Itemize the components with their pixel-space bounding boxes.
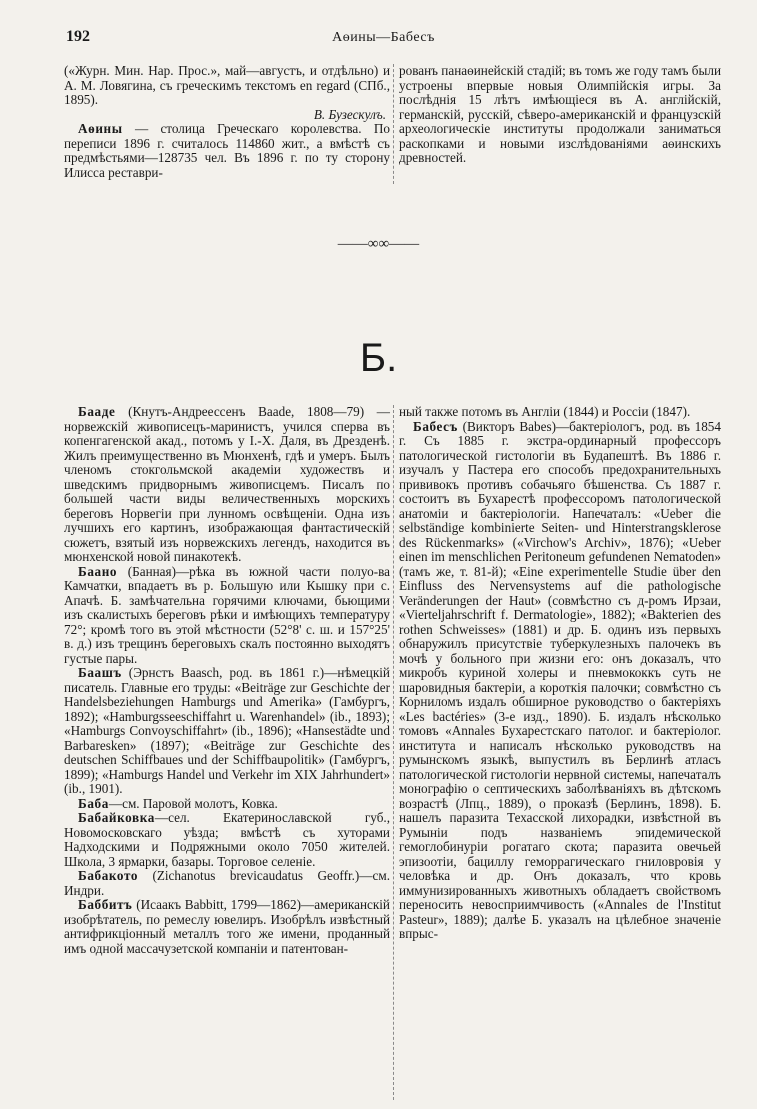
athens-entry-continued: рованъ панаѳинейскій стадій; въ томъ же году тамъ были устроены впервые новыя Олимпійскія игры. За послѣднія 15 лѣтъ имѣющіеся въ А. англійскій, германскій, русскій, сѣверо-американскій и французскій археологическіе институты продолжали заниматься раскопками и новыми изслѣдованіями аѳинскихъ древностей. <box>399 63 721 165</box>
entry-text: —см. Паровой молотъ, Ковка. <box>108 795 278 811</box>
page-header <box>66 28 701 50</box>
entry-baba <box>64 797 390 812</box>
athens-reference-text: («Журн. Мин. Нар. Прос.», май—августъ, и отдѣльно) и А. М. Ловягина, съ греческимъ текстомъ en regard (СПб., 1895). <box>64 63 390 107</box>
entry-headword: Бабесъ <box>413 418 458 434</box>
entry-babes <box>399 420 721 942</box>
entry-baano <box>64 565 390 667</box>
entry-headword: Баба <box>78 795 109 811</box>
section-ornament: ——∞∞—— <box>337 236 420 252</box>
right-column <box>399 405 721 942</box>
page-number: 192 <box>66 28 90 45</box>
entry-baade <box>64 405 390 565</box>
entry-baasch <box>64 666 390 797</box>
top-right-column <box>399 64 721 166</box>
column-divider-top <box>393 64 394 184</box>
entry-text: —сел. Екатеринославской губ., Новомосковскаго уѣзда; вмѣстѣ съ хуторами Надходскими и Подряжными около 7050 жителей. Школа, 3 ярмарки, базары. Торговое селеніе. <box>64 810 390 869</box>
top-left-column <box>64 64 390 180</box>
running-title: Аѳины—Бабесъ <box>332 30 435 45</box>
entry-text: (Банная)—рѣка въ южной части полуо-ва Камчатки, впадаетъ въ р. Большую или Кышку при с. Апачѣ. Б. замѣчательна горячими ключами, бьющими изъ скалистыхъ береговъ рѣки и имѣющихъ температуру 72°; кромѣ того въ этой мѣстности (52°8' с. ш. и 157°25' в. д.) изъ трещинъ береговыхъ скалъ постоянно выходятъ густые пары. <box>64 563 390 666</box>
section-letter: Б. <box>359 336 398 380</box>
athens-headword: Аѳины <box>78 121 123 136</box>
entry-headword: Бабайковка <box>78 810 155 825</box>
entry-text: ный также потомъ въ Англіи (1844) и Россіи (1847). <box>399 404 691 419</box>
entry-headword: Бааде <box>78 404 116 419</box>
athens-entry-text: — столица Греческаго королевства. По переписи 1896 г. считалось 114860 жит., а вмѣстѣ съ предмѣстьями—128735 чел. Въ 1896 г. по ту сторону Илисса реставри- <box>64 121 390 180</box>
athens-entry <box>64 122 390 180</box>
left-column <box>64 405 390 956</box>
author-signature: В. Бузескулъ. <box>313 106 386 122</box>
entry-babakoto <box>64 869 390 898</box>
column-divider-bottom <box>393 405 394 1100</box>
entry-headword: Бабакото <box>78 868 139 883</box>
entry-text: (Викторъ Babes)—бактеріологъ, род. въ 1854 г. Съ 1885 г. экстра-ординарный профессоръ патологической гистологіи въ Будапештѣ. Въ 1886 г. изучалъ у Пастера его способъ предохранительныхъ прививокъ противъ собачьяго бѣшенства. Съ 1887 г. состоитъ въ Бухарестѣ профессоромъ патологической анатоміи и бактеріологіи. Напечаталъ: «Ueber die selbständige kombinierte Seiten- und Hinterstrangsklerose des Rückenmarks» («Virchow's Archiv», 1876); «Ueber einen im menschlichen Peritoneum gefundenen Nematoden» (тамъ же, т. 81-й); «Eine experimentelle Studie über den Einfluss des Nervensystems auf die pathologische Veränderungen der Haut» (совмѣстно съ д-ромъ Ирзаи, «Vierteljahrschrift f. Dermatologie», 1882); «Bakterien des rothen Schweisses» (1881) и др. Б. одинъ изъ первыхъ обнаружилъ присутствіе туберкулезныхъ палочекъ въ мочѣ у больного при жизни его: онъ доказалъ, что микробъ куриной холеры и пневмококкъ суть не шаровидныя бактеріи, а короткія палочки; совмѣстно съ Корниломъ издалъ обширное руководство о бактеріяхъ «Les bactéries» (3-е изд., 1890). Б. издалъ нѣсколько томовъ «Annales Бухарестскаго патолог. и бактеріолог. института и написалъ нѣсколько руководствъ на румынскомъ языкѣ, выпустилъ въ Берлинѣ атласъ патологической гистологіи нервной системы, напечаталъ монографію о септическихъ заболѣваніяхъ въ дѣтскомъ возрастѣ (Лпц., 1889), о проказѣ (Берлинъ, 1898). Б. нашелъ паразита Техасской лихорадки, извѣстной въ Румыніи подъ названіемъ эпидемической гемоглобинуріи рогатаго скота; паразита овечьей эпизоотіи, бациллу геморрагическаго гниловровія у человѣка и др. Онъ доказалъ, что кровь иммунизированныхъ животныхъ обладаетъ свойствомъ переносить невосприимчивость («Annales de l'Institut Pasteur», 1889); далѣе Б. указалъ на цѣлебное значеніе впрыс- <box>399 418 721 941</box>
entry-text: (Эрнстъ Baasch, род. въ 1861 г.)—нѣмецкій писатель. Главные его труды: «Beiträge zur Geschichte der Handelsbeziehungen Hamburgs und Amerika» (Гамбургъ, 1892); «Hamburgsseeschiffahrt u. Warenhandel» (ib., 1893); «Hamburgs Convoyschiffahrt» (ib., 1896); «Hansestädte und Barbaresken» (1897); «Beiträge zur Geschichte des deutschen Schiffbaues und der Schiffbaupolitik» (Гамбургъ, 1899); «Hamburgs Handel und Verkehr im XIX Jahrhundert» (ib., 1901). <box>64 665 390 796</box>
entry-babbitt <box>64 898 390 956</box>
entry-text: (Кнутъ-Андреессенъ Baade, 1808—79) — норвежскій живописецъ-маринистъ, учился сперва въ копенгагенской акад., потомъ у I.-X. Даля, въ Дрезденѣ. Жилъ преимущественно въ Мюнхенѣ, гдѣ и умеръ. Былъ членомъ стокгольмской академіи художествъ и шведскимъ придворнымъ живописцемъ. Писалъ по большей части виды величественныхъ морскихъ береговъ Норвегіи при лунномъ освѣщеніи. Одна изъ лучшихъ его картинъ, изображающая фантастическій сюжетъ, взятый изъ норвежскихъ легендъ, находится въ мюнхенской новой пинакотекѣ. <box>64 404 390 564</box>
entry-babaikovka <box>64 811 390 869</box>
entry-headword: Баано <box>78 563 118 579</box>
entry-headword: Баббитъ <box>78 897 133 912</box>
entry-text: (Исаакъ Babbitt, 1799—1862)—американскій изобрѣтатель, по ремеслу ювелиръ. Изобрѣлъ извѣстный антифрикціонный металлъ того же имени, проданный имъ одной массачузетской компаніи и патентован- <box>64 897 390 956</box>
entry-babbitt-continued <box>399 405 721 420</box>
entry-text: (Zichanotus brevicaudatus Geoffr.)—см. Индри. <box>64 868 390 898</box>
entry-headword: Баашъ <box>78 665 122 680</box>
